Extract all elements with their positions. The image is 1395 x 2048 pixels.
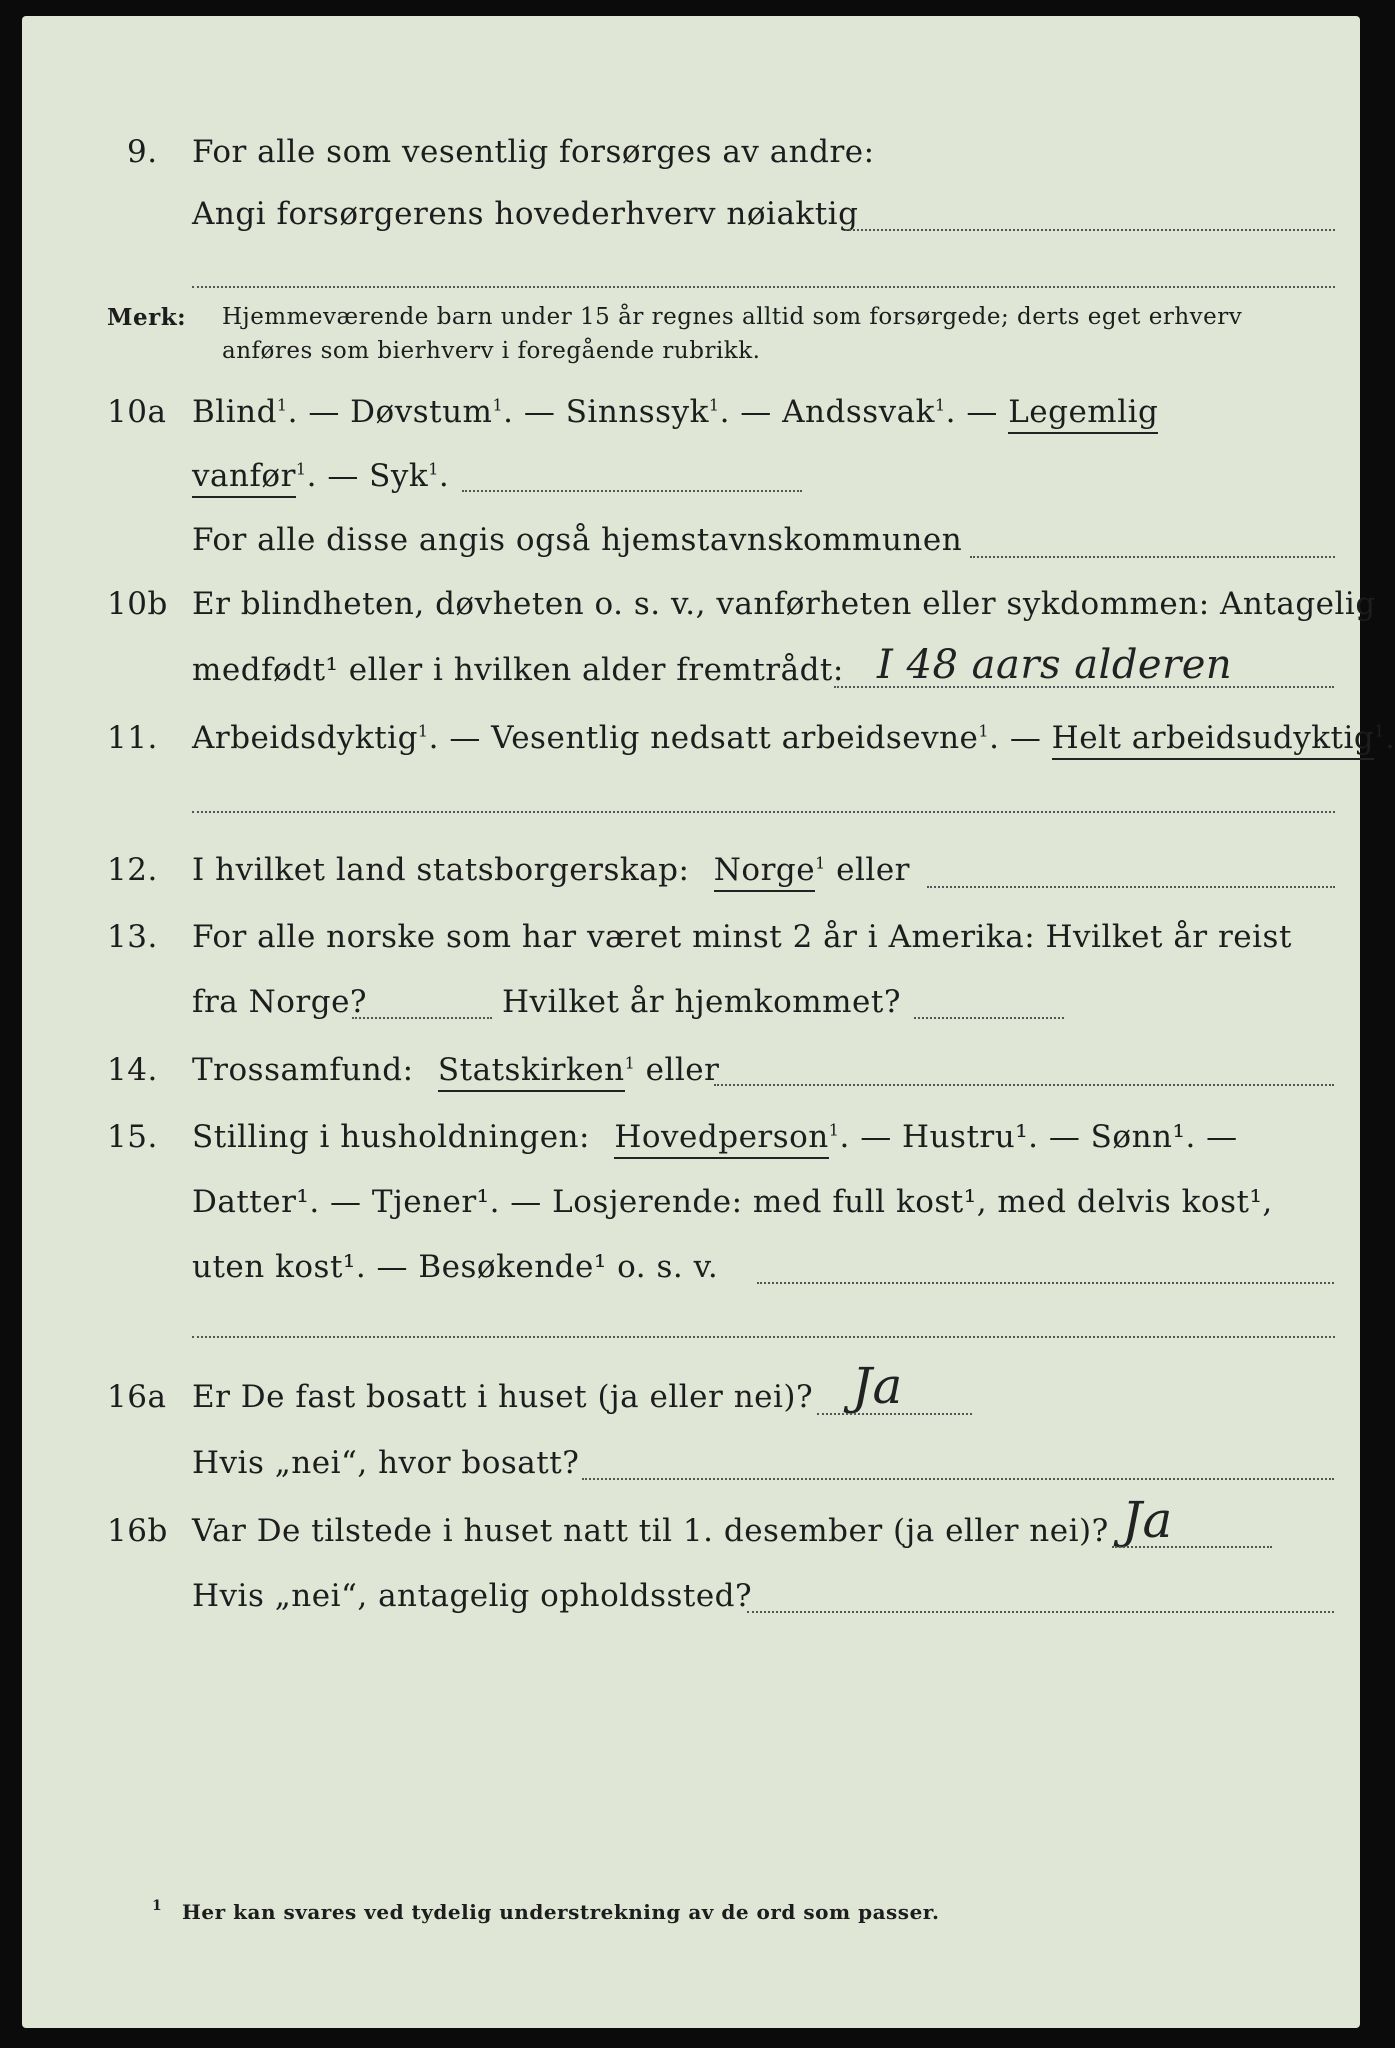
q10a-option-dovstum: Døvstum bbox=[350, 394, 493, 430]
q13-text-reist: fra Norge? bbox=[192, 984, 368, 1020]
q16b-number: 16b bbox=[107, 1513, 168, 1549]
q10a-option-legemlig: Legemlig bbox=[1008, 394, 1158, 434]
q15-text-options: — Hustru¹. — Sønn¹. — bbox=[860, 1119, 1238, 1155]
q16b-text: Var De tilstede i huset natt til 1. desember (ja eller nei)? bbox=[192, 1513, 1109, 1549]
q16a-text-2: Hvis „nei“, hvor bosatt? bbox=[192, 1445, 580, 1481]
q16a-answer-line-2 bbox=[582, 1478, 1334, 1480]
q15-text-2: Datter¹. — Tjener¹. — Losjerende: med full kost¹, med delvis kost¹, bbox=[192, 1184, 1273, 1220]
footnote-mark: 1 bbox=[152, 1898, 163, 1914]
q15-text-3: uten kost¹. — Besøkende¹ o. s. v. bbox=[192, 1249, 719, 1285]
q11-answer-line bbox=[192, 811, 1335, 813]
q10a-option-syk: Syk bbox=[369, 458, 429, 494]
q14-text-eller: eller bbox=[645, 1052, 720, 1088]
q16b-handwritten-answer: Ja bbox=[1122, 1491, 1173, 1549]
q12-option-norge: Norge bbox=[714, 852, 815, 892]
q16a-answer-line bbox=[817, 1413, 972, 1415]
q9-answer-line bbox=[845, 229, 1335, 231]
q10a-option-andssvak: Andssvak bbox=[782, 394, 935, 430]
q11-option-udyktig: Helt arbeidsudyktig bbox=[1052, 720, 1375, 760]
q9-answer-line-2 bbox=[192, 286, 1335, 288]
q16a-number: 16a bbox=[107, 1379, 167, 1415]
merk-text: Hjemmeværende barn under 15 år regnes alltid som forsørgede; derts eget erhverv bbox=[222, 304, 1243, 330]
q10a-text-3: For alle disse angis også hjemstavnskommunen bbox=[192, 522, 963, 558]
q9-text: For alle som vesentlig forsørges av andre: bbox=[192, 134, 875, 170]
q10a-option-blind: Blind bbox=[192, 394, 277, 430]
q10a-option-sinnssyk: Sinnssyk bbox=[565, 394, 709, 430]
q12-number: 12. bbox=[107, 852, 158, 888]
q11-number: 11. bbox=[107, 720, 158, 756]
q12-text: I hvilket land statsborgerskap: bbox=[192, 852, 690, 888]
q15-answer-line-2 bbox=[192, 1336, 1335, 1338]
q13-text-hjemkommet: Hvilket år hjemkommet? bbox=[502, 984, 901, 1020]
q16b-text-2: Hvis „nei“, antagelig opholdssted? bbox=[192, 1578, 753, 1614]
q10b-number: 10b bbox=[107, 586, 168, 622]
q16a-handwritten-answer: Ja bbox=[852, 1357, 903, 1415]
q10b-answer-line bbox=[834, 686, 1334, 688]
q14-number: 14. bbox=[107, 1052, 158, 1088]
q13-number: 13. bbox=[107, 919, 158, 955]
q10a-answer-line-2 bbox=[970, 556, 1335, 558]
q10b-handwritten-answer: I 48 aars alderen bbox=[877, 642, 1233, 688]
q15-option-hovedperson: Hovedperson bbox=[614, 1119, 828, 1159]
q13-answer-line bbox=[352, 1017, 492, 1019]
q9-text-2: Angi forsørgerens hovederhverv nøiaktig bbox=[192, 196, 859, 232]
q10a-number: 10a bbox=[107, 394, 167, 430]
q16a-text: Er De fast bosatt i huset (ja eller nei)? bbox=[192, 1379, 814, 1415]
q13-answer-line-2 bbox=[914, 1017, 1064, 1019]
q13-text: For alle norske som har været minst 2 år i Amerika: Hvilket år reist bbox=[192, 919, 1292, 955]
q12-text-eller: eller bbox=[836, 852, 910, 888]
footnote-text: Her kan svares ved tydelig understrekning av de ord som passer. bbox=[182, 1900, 940, 1924]
merk-label: Merk: bbox=[107, 304, 187, 331]
q15-number: 15. bbox=[107, 1119, 158, 1155]
q10a-option-vanfor: vanfør bbox=[192, 458, 296, 498]
q15-text: Stilling i husholdningen: bbox=[192, 1119, 590, 1155]
q14-text: Trossamfund: bbox=[192, 1052, 414, 1088]
q14-answer-line bbox=[714, 1084, 1334, 1086]
q10a-answer-line bbox=[462, 490, 802, 492]
census-form-page: 9. For alle som vesentlig forsørges av andre: Angi forsørgerens hovederhverv nøiaktig Merk: Hjemmeværende barn under 15 år regnes alltid som forsørgede; derts eget erhverv anføres som bierhverv i foregående rubrikk. 10a Blind$^1$. — Døvstum$^1$. — Sinnssyk$^1$. — Andssvak$^1$. — Legemlig vanfør$^1$. — Syk$^1$. For alle disse angis også hjemstavnskommunen 10b Er blindheten, døvheten o. s. v., vanførheten eller sykdommen: Antagelig medfødt¹ eller i hvilken alder fremtrådt: I 48 aars alderen 11. Arbeidsdyktig$^1$. — Vesentlig nedsatt arbeidsevne$^1$. — Helt arbeidsudyktig$^1$. 12. I hvilket land statsborgerskap: Norge$^1$ eller 13. For alle norske som har været minst 2 år i Amerika: Hvilket år reist fra Norge? Hvilket år hjemkommet? 14. Trossamfund: Statskirken$^1$ eller 15. Stilling i husholdningen: Hovedperson$^1$. — Hustru¹. — Sønn¹. — Datter¹. — Tjener¹. — Losjerende: med full kost¹, med delvis kost¹, uten kost¹. — Besøkende¹ o. s. v. 16a Er De fast bosatt i huset (ja eller nei)? Ja Hvis „nei“, hvor bosatt? 16b Var De tilstede i huset natt til 1. desember (ja eller nei)? Ja Hvis „nei“, antagelig opholdssted? 1 Her kan svares ved tydelig understrekning av de ord som passer. bbox=[22, 16, 1360, 2028]
q15-answer-line bbox=[757, 1282, 1334, 1284]
q10b-text-2: medfødt¹ eller i hvilken alder fremtrådt: bbox=[192, 652, 844, 688]
merk-text-2: anføres som bierhverv i foregående rubrikk. bbox=[222, 338, 761, 364]
q10b-text: Er blindheten, døvheten o. s. v., vanførheten eller sykdommen: Antagelig bbox=[192, 586, 1376, 622]
q12-answer-line bbox=[927, 886, 1335, 888]
q16b-answer-line-2 bbox=[747, 1611, 1334, 1613]
q14-option-statskirken: Statskirken bbox=[438, 1052, 625, 1092]
q11-option-arbeidsdyktig: Arbeidsdyktig bbox=[192, 720, 418, 756]
q16b-answer-line bbox=[1112, 1546, 1272, 1548]
q9-number: 9. bbox=[127, 134, 158, 170]
q11-option-nedsatt: Vesentlig nedsatt arbeidsevne bbox=[491, 720, 979, 756]
